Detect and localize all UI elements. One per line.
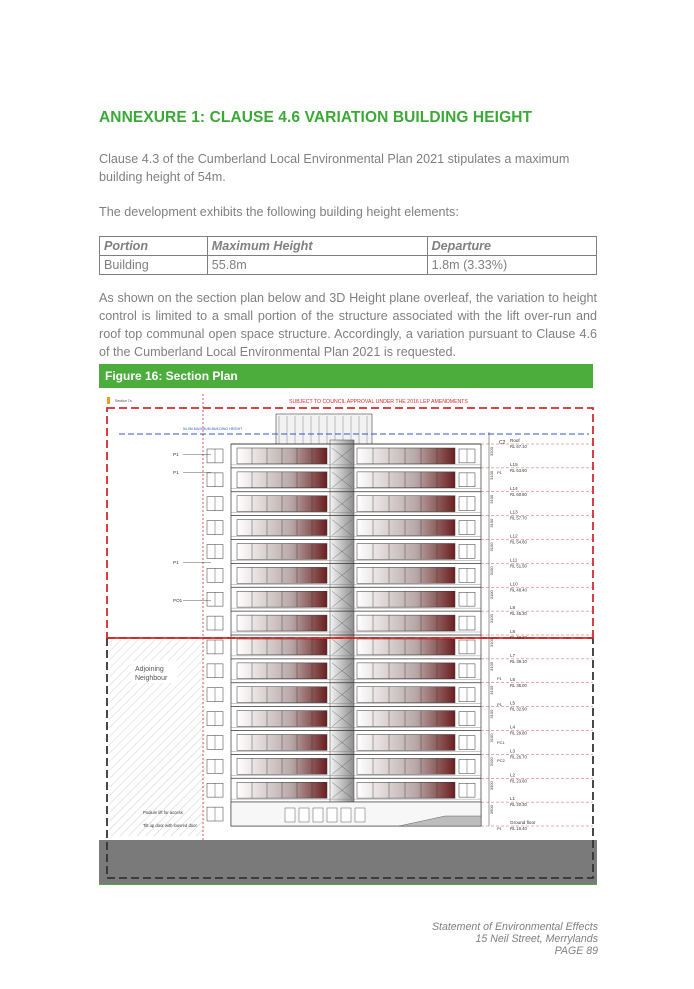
paragraph-height-elements: The development exhibits the following building height elements:	[99, 205, 459, 219]
dimension-label: 3300	[489, 781, 494, 791]
ground-floor-door	[313, 808, 323, 822]
page-footer	[432, 921, 598, 957]
note-tilt-door: Tilt up door with louvred door	[143, 823, 197, 828]
footer-page-number: PAGE 89	[554, 945, 598, 957]
level-rl: RL 67.10	[510, 444, 527, 449]
level-name: L2	[510, 772, 516, 778]
right-element-tag: P1	[497, 470, 502, 475]
left-element-tag: P1	[173, 452, 179, 457]
window-band-right	[357, 520, 455, 536]
level-name: L13	[510, 509, 518, 515]
dimension-label: 3100	[489, 685, 494, 695]
left-element-tag: P1	[173, 560, 179, 565]
window-band-right	[357, 472, 455, 488]
level-rl: RL 32.90	[510, 706, 527, 712]
right-element-tag: PC2	[497, 758, 505, 763]
dimension-label: 3100	[489, 542, 494, 552]
level-rl: RL 26.70	[510, 754, 527, 760]
approval-note: SUBJECT TO COUNCIL APPROVAL UNDER THE 2016 LEP AMENDMENTS	[289, 399, 468, 405]
window-band-right	[357, 782, 455, 798]
level-name: L5	[510, 700, 516, 706]
window-band-right	[357, 735, 455, 751]
section-plan-drawing	[99, 390, 597, 884]
level-name: L8	[510, 629, 516, 634]
level-name: L4	[510, 724, 516, 730]
level-name: L6	[510, 676, 516, 682]
left-element-tag: P1	[173, 470, 179, 475]
paragraph-height-control: Clause 4.3 of the Cumberland Local Environmental Plan 2021 stipulates a maximum building height of 54m.	[99, 152, 570, 184]
paragraph-variation: As shown on the section plan below and 3D Height plane overleaf, the variation to height control is limited to a small portion of the structure associated with the lift over-run and roof top communal open space structure. Accordingly, a variation pursuant to Clause 4.6 of the Cumberland Local Environmental Plan 2021 is requested.	[99, 291, 597, 359]
window-band-right	[357, 496, 455, 512]
right-element-tag: P1	[497, 702, 502, 707]
lift-core	[330, 440, 354, 826]
level-name: L12	[510, 533, 518, 539]
level-name: Ground floor	[510, 820, 536, 825]
window-band-right	[357, 758, 455, 774]
level-rl: RL 48.40	[510, 587, 527, 593]
page-heading: ANNEXURE 1: CLAUSE 4.6 VARIATION BUILDING HEIGHT	[99, 109, 533, 126]
level-rl: RL 42.20	[510, 635, 527, 640]
lift-overrun	[276, 414, 372, 446]
ground-floor-door	[327, 808, 337, 822]
table-cell-portion: Building	[100, 256, 208, 275]
level-rl: RL 20.30	[510, 802, 527, 808]
window-band-right	[357, 663, 455, 679]
dimension-label: 3100	[489, 614, 494, 624]
window-band-right	[357, 639, 455, 655]
level-rl: RL 51.50	[510, 563, 527, 569]
level-name: L11	[510, 557, 518, 563]
level-rl: RL 29.80	[510, 730, 527, 736]
window-band-right	[357, 591, 455, 607]
ground-floor-door	[355, 808, 365, 822]
table-header-max-height: Maximum Height	[207, 237, 427, 256]
dimension-label: 3100	[489, 638, 494, 647]
window-band-right	[357, 448, 455, 464]
dimension-label: 3100	[489, 518, 494, 528]
top-tag: C2	[499, 440, 506, 446]
corner-note: Section 7a	[115, 399, 132, 403]
table-header-portion: Portion	[100, 237, 208, 256]
table-cell-max-height: 55.8m	[207, 256, 427, 275]
height-table	[99, 236, 597, 275]
level-name: L10	[510, 581, 518, 587]
section-plan-figure	[99, 390, 597, 885]
building-elevation	[207, 414, 481, 826]
max-height-line-note: 54.0M MAXIMUM BUILDING HEIGHT	[183, 427, 243, 431]
level-rl: RL 63.90	[510, 467, 527, 473]
right-element-tag: PC1	[497, 740, 505, 745]
table-header-row	[100, 237, 597, 256]
level-name: L9	[510, 605, 516, 611]
dimension-label: 3900	[489, 805, 494, 815]
dimension-label: 3100	[489, 661, 494, 671]
footer-address: 15 Neil Street, Merrylands	[475, 933, 598, 945]
table-cell-departure: 1.8m (3.33%)	[427, 256, 596, 275]
level-name: L15	[510, 461, 518, 467]
dimension-label: 3100	[489, 590, 494, 600]
note-podium-lift: Podium lift for access	[143, 810, 183, 815]
dimension-label: 3100	[489, 733, 494, 743]
right-element-tag: P1	[497, 826, 502, 831]
dimension-label: 3100	[489, 470, 494, 480]
level-rl: RL 57.70	[510, 515, 527, 521]
window-band-right	[357, 544, 455, 560]
level-rl: RL 36.00	[510, 682, 527, 688]
right-element-tag: P1	[497, 676, 502, 681]
dimension-label: 3100	[489, 494, 494, 504]
level-name: L3	[510, 748, 516, 754]
dimension-label: 3200	[489, 447, 494, 456]
level-name: L1	[510, 796, 516, 802]
level-rl: RL 54.60	[510, 539, 527, 545]
level-rl: RL 39.10	[510, 658, 527, 664]
ground-floor-door	[299, 808, 309, 822]
window-band-right	[357, 615, 455, 631]
table-row	[100, 256, 597, 275]
level-rl: RL 23.60	[510, 778, 527, 784]
dimension-label: 3100	[489, 709, 494, 719]
ground-floor-door	[341, 808, 351, 822]
corner-marker	[107, 397, 110, 404]
adjoining-label-line2: Neighbour	[135, 675, 168, 682]
level-name: Roof	[510, 438, 520, 443]
dimension-label: 3100	[489, 566, 494, 576]
window-band-right	[357, 567, 455, 583]
level-rl: RL 45.30	[510, 611, 527, 617]
window-band-right	[357, 687, 455, 703]
dimension-label: 3100	[489, 757, 494, 767]
level-name: L14	[510, 485, 518, 491]
ground-floor-door	[285, 808, 295, 822]
left-element-tag: PO1	[173, 598, 183, 603]
figure-caption: Figure 16: Section Plan	[99, 364, 593, 388]
window-band-right	[357, 711, 455, 727]
level-name: L7	[510, 652, 516, 658]
level-rl: RL 16.40	[510, 826, 527, 831]
level-rl: RL 60.80	[510, 491, 527, 497]
footer-document-title: Statement of Environmental Effects	[431, 921, 598, 933]
table-header-departure: Departure	[427, 237, 596, 256]
adjoining-label-line1: Adjoining	[135, 666, 164, 673]
